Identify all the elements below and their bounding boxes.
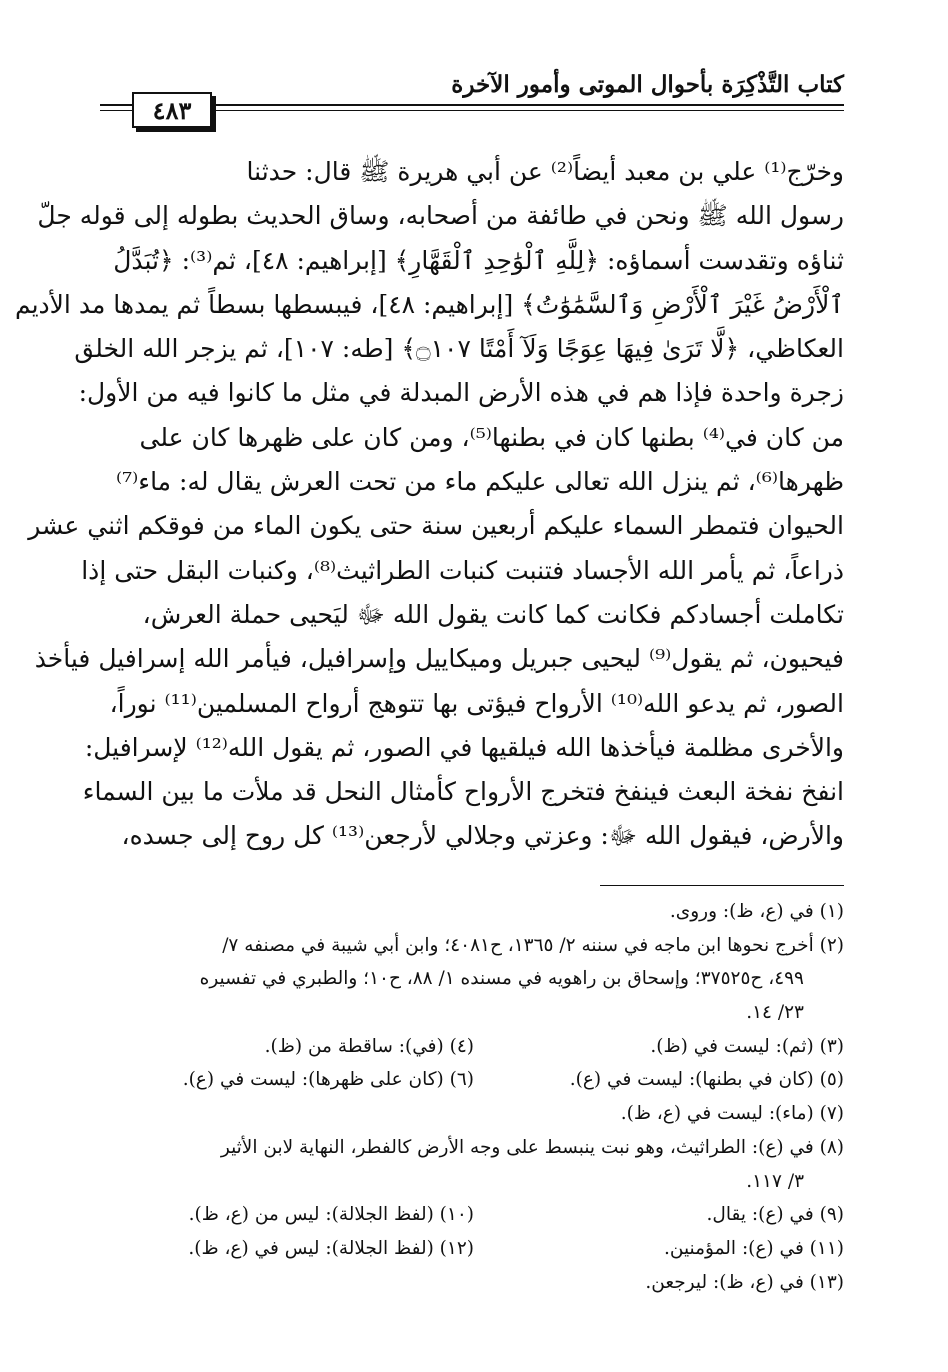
footnote-4: (٤) (في): ساقطة من (ظ). xyxy=(264,1035,474,1057)
text-line: وخرّج⁽¹⁾ علي بن معبد أيضاً⁽²⁾ عن أبي هريرة ﷺ قال: حدثنا xyxy=(246,157,844,186)
footnote-2-continued: ٢٣/ ١٤. xyxy=(746,1002,804,1024)
footnote-8-continued: ٣/ ١١٧. xyxy=(746,1170,804,1192)
page-number: ٤٨٣ xyxy=(152,95,192,125)
main-text xyxy=(14,150,844,859)
footnote-2-continued: ٤٩٩، ح٣٧٥٢٥؛ وإسحاق بن راهويه في مسنده ١/ ٨٨، ح١٠؛ والطبري في تفسيره xyxy=(199,968,804,990)
text-line: ذراعاً، ثم يأمر الله الأجساد فتنبت كنبات الطراثيث⁽⁸⁾، وكنبات البقل حتى إذا xyxy=(81,555,844,585)
footnote-6: (٦) (كان على ظهرها): ليست في (ع). xyxy=(182,1069,474,1091)
footnote-1: (١) في (ع، ظ): وروى. xyxy=(669,901,844,922)
footnote-row xyxy=(104,1198,844,1232)
text-line: الحيوان فتمطر السماء عليكم أربعين سنة حتى يكون الماء من فوقكم اثني عشر xyxy=(28,511,844,541)
footnote-5: (٥) (كان في بطنها): ليست في (ع). xyxy=(569,1069,844,1091)
text-line: والأخرى مظلمة فيأخذها الله فيلقيها في الصور، ثم يقول الله⁽¹²⁾ لإسرافيل: xyxy=(84,732,844,762)
footnote-11: (١١) في (ع): المؤمنين. xyxy=(664,1237,844,1259)
footnote-row xyxy=(104,1063,844,1097)
text-line: تكاملت أجسادكم فكانت كما كانت يقول الله ﷻ ليَحيى حملة العرش، xyxy=(142,599,844,629)
footnote-row xyxy=(104,1232,844,1266)
footnote-7: (٧) (ماء): ليست في (ع، ظ). xyxy=(620,1103,844,1125)
text-line: من كان في⁽⁴⁾ بطنها كان في بطنها⁽⁵⁾، ومن كان على ظهرها كان على xyxy=(139,422,844,452)
footnote-12: (١٢) (لفظ الجلالة): ليس في (ع، ظ). xyxy=(188,1237,474,1259)
footnote-3: (٣) (ثم): ليست في (ظ). xyxy=(650,1035,844,1057)
footnote-9: (٩) في (ع): يقال. xyxy=(706,1204,844,1226)
text-line: زجرة واحدة فإذا هم في هذه الأرض المبدلة في مثل ما كانوا فيه من الأول: xyxy=(78,378,844,408)
footnote-10: (١٠) (لفظ الجلالة): ليس من (ع، ظ). xyxy=(188,1204,474,1226)
footnotes xyxy=(104,895,844,1299)
text-line: ٱلْأَرْضُ غَيْرَ ٱلْأَرْضِ وَٱلسَّمَٰوَٰتُ﴾ [إبراهيم: ٤٨]، فيبسطها بسطاً ثم يمدها مد الأديم xyxy=(14,289,844,319)
text-line: والأرض، فيقول الله ﷻ: وعزتي وجلالي لأرجعن⁽¹³⁾ كل روح إلى جسده، xyxy=(121,821,844,851)
footnote-separator xyxy=(600,885,844,886)
text-line: ظهرها⁽⁶⁾، ثم ينزل الله تعالى عليكم ماء من تحت العرش يقال له: ماء⁽⁷⁾ xyxy=(116,467,844,497)
text-line: رسول الله ﷺ ونحن في طائفة من أصحابه، وساق الحديث بطوله إلى قوله جلّ xyxy=(37,201,844,231)
text-line: انفخ نفخة البعث فينفخ فتخرج الأرواح كأمثال النحل قد ملأت ما بين السماء xyxy=(82,777,844,807)
page-number-box xyxy=(132,92,212,128)
text-line: ثناؤه وتقدست أسماؤه: ﴿لِلَّهِ ٱلْوَٰحِدِ ٱلْقَهَّارِ﴾ [إبراهيم: ٤٨]، ثم⁽³⁾: ﴿تُبَدَّلُ xyxy=(113,245,844,275)
footnote-13: (١٣) في (ع، ظ): ليرجعن. xyxy=(645,1271,844,1293)
footnote-2: (٢) أخرج نحوها ابن ماجه في سننه ٢/ ١٣٦٥، ح٤٠٨١؛ وابن أبي شيبة في مصنفه ٧/ xyxy=(222,934,844,956)
footnote-8: (٨) في (ع): الطراثيث، وهو نبت ينبسط على وجه الأرض كالفطر، النهاية لابن الأثير xyxy=(220,1136,844,1158)
text-line: فيحيون، ثم يقول⁽⁹⁾ ليحيى جبريل وميكاييل وإسرافيل، فيأمر الله إسرافيل فيأخذ xyxy=(34,644,844,674)
text-line: الصور، ثم يدعو الله⁽¹⁰⁾ الأرواح فيؤتى بها تتوهج أرواح المسلمين⁽¹¹⁾ نوراً، xyxy=(109,688,844,718)
text-line: العكاظي، ﴿لَّا تَرَىٰ فِيهَا عِوَجًا وَلَآ أَمْتًا ۝١٠٧﴾ [طه: ١٠٧]، ثم يزجر الله الخلق xyxy=(74,334,844,364)
running-header-title: كتاب التَّذْكِرَة بأحوال الموتى وأمور الآخرة xyxy=(451,71,844,98)
footnote-row xyxy=(104,1030,844,1064)
